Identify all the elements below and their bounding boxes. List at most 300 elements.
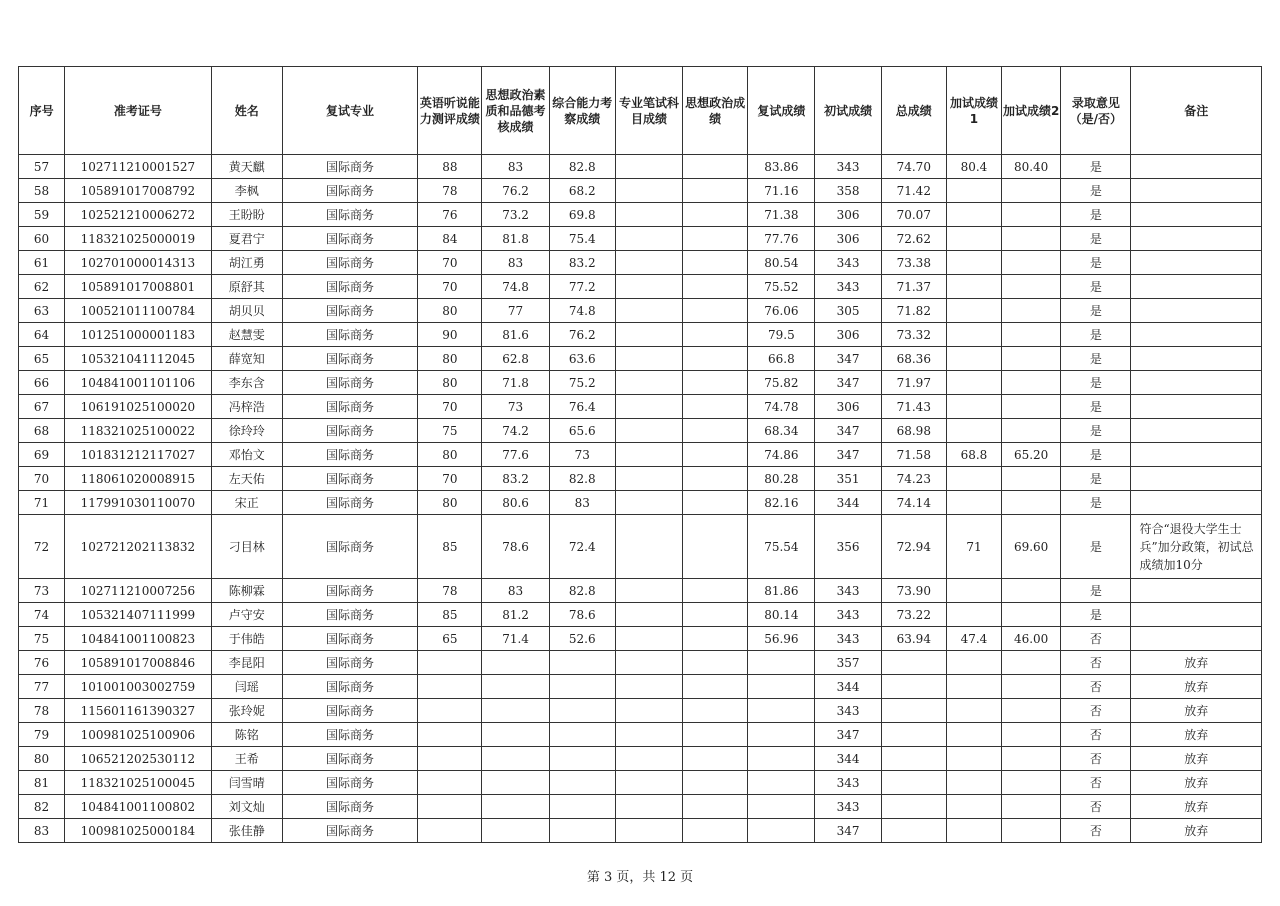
table-cell: 国际商务 [282, 227, 417, 251]
table-cell [615, 603, 682, 627]
table-cell [1131, 443, 1262, 467]
table-cell: 74.70 [881, 155, 946, 179]
table-cell [946, 347, 1001, 371]
table-cell [615, 419, 682, 443]
table-cell: 70 [418, 467, 482, 491]
table-cell [1002, 675, 1061, 699]
table-cell: 83 [19, 819, 65, 843]
table-cell: 82 [19, 795, 65, 819]
table-row [19, 723, 1262, 747]
table-cell: 117991030110070 [65, 491, 211, 515]
table-cell [615, 251, 682, 275]
table-cell: 国际商务 [282, 771, 417, 795]
table-cell: 国际商务 [282, 603, 417, 627]
table-cell: 79.5 [748, 323, 815, 347]
table-row [19, 603, 1262, 627]
table-cell [683, 771, 748, 795]
table-cell [1131, 395, 1262, 419]
table-cell [615, 579, 682, 603]
table-cell [1002, 227, 1061, 251]
table-cell [748, 795, 815, 819]
table-cell: 76.2 [549, 323, 615, 347]
table-cell: 81.86 [748, 579, 815, 603]
table-cell: 放弃 [1131, 747, 1262, 771]
table-cell: 344 [815, 747, 881, 771]
table-cell [1131, 467, 1262, 491]
table-cell: 81.6 [482, 323, 549, 347]
table-cell [1002, 275, 1061, 299]
table-cell: 闫雪晴 [211, 771, 282, 795]
table-cell: 118321025100045 [65, 771, 211, 795]
table-cell [1131, 627, 1262, 651]
table-cell: 56.96 [748, 627, 815, 651]
table-cell [615, 395, 682, 419]
table-cell: 是 [1061, 395, 1131, 419]
table-cell [549, 747, 615, 771]
table-cell: 357 [815, 651, 881, 675]
column-header: 复试专业 [282, 67, 417, 155]
table-cell: 65.6 [549, 419, 615, 443]
table-cell: 85 [418, 603, 482, 627]
table-cell [615, 675, 682, 699]
table-cell [1002, 771, 1061, 795]
table-cell: 83.2 [549, 251, 615, 275]
table-cell [1131, 603, 1262, 627]
table-cell: 358 [815, 179, 881, 203]
table-row [19, 155, 1262, 179]
table-cell: 343 [815, 251, 881, 275]
table-cell: 83 [482, 155, 549, 179]
table-cell [881, 747, 946, 771]
table-row [19, 203, 1262, 227]
table-row [19, 467, 1262, 491]
table-cell: 65 [418, 627, 482, 651]
table-row [19, 371, 1262, 395]
table-cell: 83.86 [748, 155, 815, 179]
table-cell [683, 179, 748, 203]
table-cell [615, 347, 682, 371]
table-cell: 是 [1061, 203, 1131, 227]
table-cell [683, 747, 748, 771]
table-cell: 国际商务 [282, 323, 417, 347]
table-cell: 82.8 [549, 579, 615, 603]
table-cell [683, 579, 748, 603]
table-cell [615, 371, 682, 395]
table-cell [946, 275, 1001, 299]
table-cell [1002, 419, 1061, 443]
table-cell [615, 627, 682, 651]
table-cell: 118321025100022 [65, 419, 211, 443]
table-cell: 71 [19, 491, 65, 515]
column-header: 总成绩 [881, 67, 946, 155]
table-cell [946, 699, 1001, 723]
table-cell: 放弃 [1131, 723, 1262, 747]
table-cell: 101251000001183 [65, 323, 211, 347]
table-cell [615, 155, 682, 179]
table-row [19, 323, 1262, 347]
table-cell: 77.6 [482, 443, 549, 467]
table-cell: 347 [815, 723, 881, 747]
table-cell: 68 [19, 419, 65, 443]
table-cell: 118321025000019 [65, 227, 211, 251]
table-cell: 刁目林 [211, 515, 282, 579]
table-cell: 73 [482, 395, 549, 419]
table-cell: 王盼盼 [211, 203, 282, 227]
table-row [19, 675, 1262, 699]
table-cell: 347 [815, 819, 881, 843]
table-cell [881, 651, 946, 675]
table-cell: 是 [1061, 299, 1131, 323]
table-cell: 国际商务 [282, 627, 417, 651]
table-cell [683, 467, 748, 491]
table-cell: 71.43 [881, 395, 946, 419]
table-cell: 65.20 [1002, 443, 1061, 467]
table-cell: 81.2 [482, 603, 549, 627]
table-cell [482, 771, 549, 795]
table-cell: 347 [815, 347, 881, 371]
table-cell [946, 227, 1001, 251]
table-cell [482, 675, 549, 699]
table-cell: 83 [549, 491, 615, 515]
table-cell: 80.6 [482, 491, 549, 515]
table-cell: 74.78 [748, 395, 815, 419]
table-cell: 344 [815, 491, 881, 515]
admission-score-table [18, 66, 1262, 843]
column-header: 姓名 [211, 67, 282, 155]
table-cell [482, 747, 549, 771]
table-cell: 60 [19, 227, 65, 251]
table-cell: 63.94 [881, 627, 946, 651]
table-cell: 80 [19, 747, 65, 771]
table-cell: 80.28 [748, 467, 815, 491]
table-cell: 75.54 [748, 515, 815, 579]
table-cell: 76 [418, 203, 482, 227]
table-cell [748, 723, 815, 747]
table-row [19, 299, 1262, 323]
table-cell [748, 771, 815, 795]
table-cell: 是 [1061, 419, 1131, 443]
table-cell: 75 [418, 419, 482, 443]
table-cell [748, 651, 815, 675]
table-cell: 薛宽知 [211, 347, 282, 371]
table-cell [1002, 371, 1061, 395]
table-cell: 国际商务 [282, 251, 417, 275]
table-cell: 305 [815, 299, 881, 323]
table-cell [1131, 299, 1262, 323]
table-cell [418, 747, 482, 771]
table-cell: 64 [19, 323, 65, 347]
table-cell: 104841001100823 [65, 627, 211, 651]
table-cell [946, 723, 1001, 747]
table-cell: 70 [418, 275, 482, 299]
table-cell [683, 491, 748, 515]
table-cell: 陈铭 [211, 723, 282, 747]
table-cell: 闫瑶 [211, 675, 282, 699]
table-cell [549, 819, 615, 843]
table-cell: 90 [418, 323, 482, 347]
table-cell: 70 [418, 395, 482, 419]
table-cell: 赵慧雯 [211, 323, 282, 347]
table-cell: 351 [815, 467, 881, 491]
table-cell: 343 [815, 275, 881, 299]
table-cell: 84 [418, 227, 482, 251]
table-cell [683, 155, 748, 179]
table-cell: 63.6 [549, 347, 615, 371]
table-cell: 78.6 [482, 515, 549, 579]
table-cell [1131, 323, 1262, 347]
table-cell: 78 [418, 179, 482, 203]
table-cell [946, 419, 1001, 443]
table-cell [615, 203, 682, 227]
table-cell: 否 [1061, 795, 1131, 819]
table-cell: 宋正 [211, 491, 282, 515]
table-cell: 74.14 [881, 491, 946, 515]
table-cell: 否 [1061, 819, 1131, 843]
table-cell [1131, 251, 1262, 275]
table-cell [683, 371, 748, 395]
table-row [19, 491, 1262, 515]
table-cell: 65 [19, 347, 65, 371]
table-cell: 73 [19, 579, 65, 603]
table-cell: 国际商务 [282, 699, 417, 723]
table-cell: 是 [1061, 491, 1131, 515]
table-cell [683, 515, 748, 579]
table-cell: 否 [1061, 627, 1131, 651]
table-cell: 80 [418, 371, 482, 395]
table-cell: 徐玲玲 [211, 419, 282, 443]
table-cell: 69.60 [1002, 515, 1061, 579]
table-cell: 66 [19, 371, 65, 395]
table-cell [549, 699, 615, 723]
table-cell: 100521011100784 [65, 299, 211, 323]
table-cell: 75.2 [549, 371, 615, 395]
table-cell [683, 251, 748, 275]
table-cell: 80 [418, 491, 482, 515]
table-cell [683, 347, 748, 371]
table-cell: 李昆阳 [211, 651, 282, 675]
table-row [19, 699, 1262, 723]
table-cell: 70 [418, 251, 482, 275]
table-cell [683, 675, 748, 699]
table-cell: 是 [1061, 515, 1131, 579]
table-cell: 68.8 [946, 443, 1001, 467]
table-cell [683, 651, 748, 675]
table-cell: 80 [418, 299, 482, 323]
table-cell [946, 771, 1001, 795]
table-body [19, 155, 1262, 843]
table-cell: 306 [815, 395, 881, 419]
table-cell: 71.16 [748, 179, 815, 203]
table-cell: 46.00 [1002, 627, 1061, 651]
table-row [19, 651, 1262, 675]
table-cell [1002, 651, 1061, 675]
column-header: 专业笔试科目成绩 [615, 67, 682, 155]
table-cell: 80.14 [748, 603, 815, 627]
table-cell: 306 [815, 203, 881, 227]
table-cell: 68.98 [881, 419, 946, 443]
column-header: 备注 [1131, 67, 1262, 155]
table-cell [615, 227, 682, 251]
table-cell: 76.06 [748, 299, 815, 323]
table-row [19, 579, 1262, 603]
table-cell: 卢守安 [211, 603, 282, 627]
table-cell: 115601161390327 [65, 699, 211, 723]
table-cell: 72.94 [881, 515, 946, 579]
table-cell: 69 [19, 443, 65, 467]
table-cell: 59 [19, 203, 65, 227]
table-cell [1002, 395, 1061, 419]
table-cell [683, 395, 748, 419]
table-cell: 否 [1061, 651, 1131, 675]
table-cell [683, 227, 748, 251]
table-cell: 是 [1061, 579, 1131, 603]
table-cell: 104841001100802 [65, 795, 211, 819]
table-row [19, 251, 1262, 275]
table-cell: 347 [815, 419, 881, 443]
table-cell: 74.8 [549, 299, 615, 323]
table-cell: 82.8 [549, 467, 615, 491]
table-cell: 63 [19, 299, 65, 323]
table-cell [615, 491, 682, 515]
column-header: 录取意见（是/否） [1061, 67, 1131, 155]
table-cell [482, 723, 549, 747]
table-cell: 原舒其 [211, 275, 282, 299]
table-cell: 是 [1061, 371, 1131, 395]
column-header: 准考证号 [65, 67, 211, 155]
table-cell: 77 [482, 299, 549, 323]
column-header: 加试成绩1 [946, 67, 1001, 155]
table-cell: 胡贝贝 [211, 299, 282, 323]
column-header: 思想政治素质和品德考核成绩 [482, 67, 549, 155]
table-cell [946, 395, 1001, 419]
table-row [19, 227, 1262, 251]
table-cell [482, 819, 549, 843]
table-cell: 82.16 [748, 491, 815, 515]
table-cell [748, 819, 815, 843]
table-cell [748, 675, 815, 699]
table-cell: 83 [482, 579, 549, 603]
table-cell: 88 [418, 155, 482, 179]
table-cell: 国际商务 [282, 419, 417, 443]
table-cell: 343 [815, 771, 881, 795]
table-cell: 82.8 [549, 155, 615, 179]
table-row [19, 347, 1262, 371]
table-cell: 68.36 [881, 347, 946, 371]
table-cell [946, 323, 1001, 347]
table-cell: 106191025100020 [65, 395, 211, 419]
table-cell [946, 579, 1001, 603]
table-cell: 76.2 [482, 179, 549, 203]
table-cell: 105891017008792 [65, 179, 211, 203]
table-cell: 是 [1061, 347, 1131, 371]
table-cell: 刘文灿 [211, 795, 282, 819]
table-cell [946, 819, 1001, 843]
table-cell: 100981025100906 [65, 723, 211, 747]
table-row [19, 443, 1262, 467]
table-cell: 71.42 [881, 179, 946, 203]
table-cell: 71.82 [881, 299, 946, 323]
table-row [19, 771, 1262, 795]
table-cell: 78 [19, 699, 65, 723]
table-cell: 81 [19, 771, 65, 795]
table-cell: 356 [815, 515, 881, 579]
table-cell: 68.34 [748, 419, 815, 443]
table-cell: 78.6 [549, 603, 615, 627]
table-cell: 国际商务 [282, 443, 417, 467]
table-cell [615, 699, 682, 723]
table-cell [946, 371, 1001, 395]
table-cell: 80 [418, 347, 482, 371]
table-cell [1131, 371, 1262, 395]
table-cell: 是 [1061, 323, 1131, 347]
table-cell [748, 747, 815, 771]
table-cell: 73.32 [881, 323, 946, 347]
table-cell [1002, 179, 1061, 203]
table-cell: 77.76 [748, 227, 815, 251]
table-cell [418, 795, 482, 819]
table-cell: 黄天麒 [211, 155, 282, 179]
table-cell: 74 [19, 603, 65, 627]
table-cell: 国际商务 [282, 347, 417, 371]
table-cell [946, 203, 1001, 227]
table-cell [946, 651, 1001, 675]
table-cell [615, 771, 682, 795]
table-cell: 68.2 [549, 179, 615, 203]
table-cell: 国际商务 [282, 155, 417, 179]
table-cell: 放弃 [1131, 819, 1262, 843]
table-cell: 是 [1061, 155, 1131, 179]
table-cell: 306 [815, 323, 881, 347]
table-cell: 80.4 [946, 155, 1001, 179]
table-cell [1002, 699, 1061, 723]
table-cell: 74.86 [748, 443, 815, 467]
table-cell: 343 [815, 155, 881, 179]
table-cell [1002, 299, 1061, 323]
table-cell: 张佳静 [211, 819, 282, 843]
table-cell [748, 699, 815, 723]
table-row [19, 419, 1262, 443]
table-row [19, 395, 1262, 419]
table-cell: 符合“退役大学生士兵”加分政策，初试总成绩加10分 [1131, 515, 1262, 579]
table-row [19, 819, 1262, 843]
table-cell: 李枫 [211, 179, 282, 203]
column-header: 初试成绩 [815, 67, 881, 155]
table-cell: 75.82 [748, 371, 815, 395]
table-cell: 70 [19, 467, 65, 491]
table-cell [615, 651, 682, 675]
table-cell: 放弃 [1131, 675, 1262, 699]
table-cell: 73.2 [482, 203, 549, 227]
table-cell: 国际商务 [282, 795, 417, 819]
table-cell: 是 [1061, 443, 1131, 467]
table-cell [615, 299, 682, 323]
table-cell [1002, 203, 1061, 227]
table-cell [683, 419, 748, 443]
table-cell: 306 [815, 227, 881, 251]
table-cell [615, 323, 682, 347]
table-cell [482, 651, 549, 675]
table-cell [946, 299, 1001, 323]
column-header: 复试成绩 [748, 67, 815, 155]
table-cell [615, 819, 682, 843]
table-row [19, 275, 1262, 299]
table-cell: 71.37 [881, 275, 946, 299]
table-cell [418, 819, 482, 843]
table-row [19, 627, 1262, 651]
table-cell: 73.22 [881, 603, 946, 627]
table-cell: 陈柳霖 [211, 579, 282, 603]
table-cell: 105321041112045 [65, 347, 211, 371]
